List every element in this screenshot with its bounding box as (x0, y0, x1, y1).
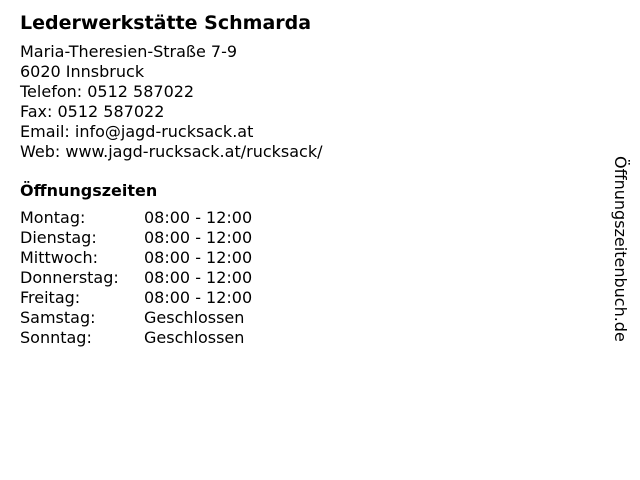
day-label: Freitag: (20, 288, 81, 307)
opening-hours-heading: Öffnungszeiten (20, 181, 158, 200)
hours-value: 08:00 - 12:00 (144, 248, 253, 267)
table-row (20, 248, 252, 268)
hours-value: Geschlossen (144, 328, 245, 347)
hours-value: 08:00 - 12:00 (144, 208, 253, 227)
day-label: Samstag: (20, 308, 96, 327)
hours-value: Geschlossen (144, 308, 245, 327)
contact-block (20, 42, 580, 162)
day-label: Sonntag: (20, 328, 92, 347)
business-card (20, 10, 580, 348)
hours-value: 08:00 - 12:00 (144, 268, 253, 287)
table-row (20, 228, 252, 248)
side-brand-text: Öffnungszeitenbuch.de (611, 156, 630, 342)
fax-line: Fax: 0512 587022 (20, 102, 165, 121)
table-row (20, 328, 252, 348)
day-label: Montag: (20, 208, 86, 227)
side-brand (604, 134, 636, 364)
business-name: Lederwerkstätte Schmarda (20, 12, 312, 34)
address-city: 6020 Innsbruck (20, 62, 145, 81)
address-street: Maria-Theresien-Straße 7-9 (20, 42, 238, 61)
opening-hours-table (20, 208, 252, 348)
table-row (20, 308, 252, 328)
phone-line: Telefon: 0512 587022 (20, 82, 195, 101)
table-row (20, 268, 252, 288)
day-label: Dienstag: (20, 228, 97, 247)
hours-value: 08:00 - 12:00 (144, 288, 253, 307)
hours-value: 08:00 - 12:00 (144, 228, 253, 247)
email-line: Email: info@jagd-rucksack.at (20, 122, 254, 141)
day-label: Mittwoch: (20, 248, 98, 267)
day-label: Donnerstag: (20, 268, 119, 287)
table-row (20, 208, 252, 228)
table-row (20, 288, 252, 308)
web-line: Web: www.jagd-rucksack.at/rucksack/ (20, 142, 323, 161)
